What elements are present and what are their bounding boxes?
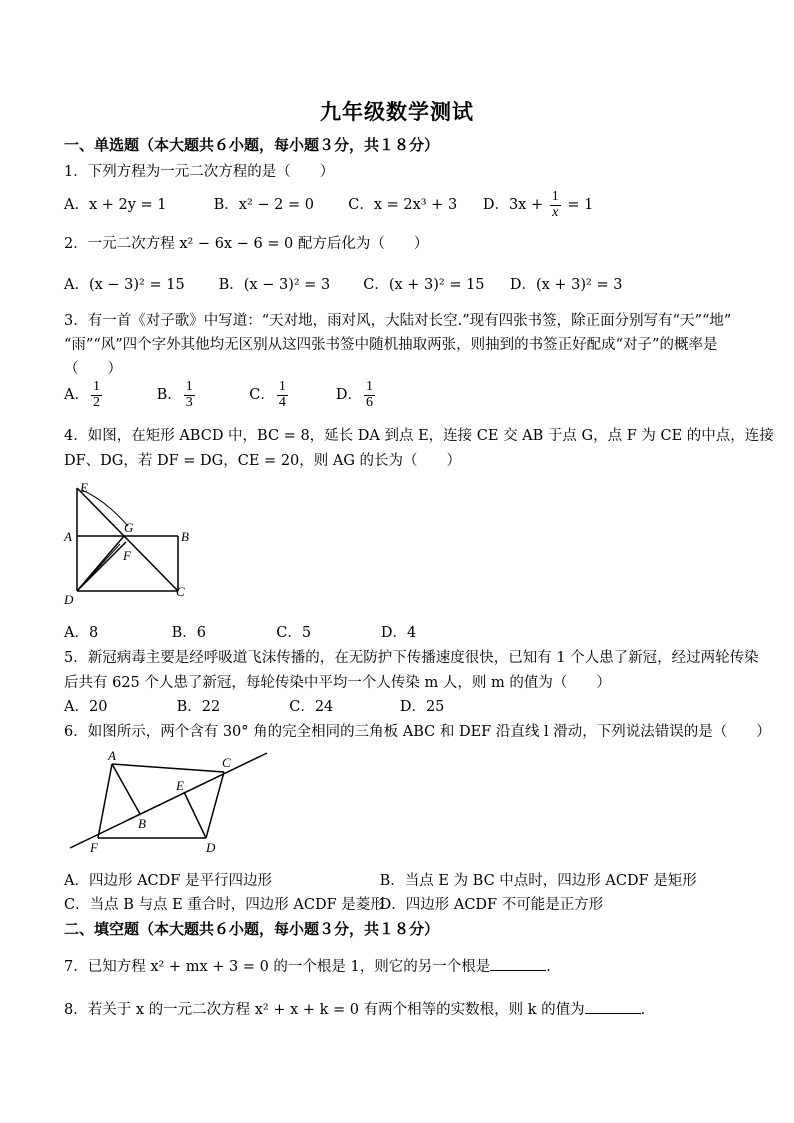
answer-blank[interactable] — [585, 999, 641, 1014]
option-fraction — [277, 380, 288, 410]
label-g: G — [124, 520, 134, 535]
segment-dg-extra — [77, 544, 120, 591]
section-heading-single-choice: 一、单选题（本大题共６小题，每小题３分，共１８分） — [64, 136, 440, 154]
label-d: D — [206, 840, 216, 855]
q3-option-b[interactable] — [157, 380, 245, 410]
option-fraction — [364, 380, 375, 410]
q6-option-d[interactable]: D．四边形 ACDF 不可能是正方形 — [379, 897, 604, 913]
q3-option-a[interactable] — [64, 380, 152, 410]
question-6-options-row-2 — [64, 893, 603, 914]
fraction-numerator: 1 — [185, 379, 193, 394]
question-4-options — [64, 621, 416, 642]
q1-option-d-fraction — [550, 190, 561, 220]
label-f: F — [90, 840, 98, 855]
q1-option-c[interactable]: C．x = 2x³ + 3 — [348, 197, 458, 214]
q6-option-c[interactable]: C．当点 B 与点 E 重合时，四边形 ACDF 是菱形 — [64, 897, 385, 913]
q3-option-d[interactable] — [336, 380, 377, 410]
question-3-line-2: “雨”“风”四个字外其他均无区别从这四张书签中随机抽取两张，则抽到的书签正好配成“对子”的概率是 — [64, 337, 718, 353]
fraction-numerator: 1 — [278, 379, 286, 394]
question-8 — [64, 998, 645, 1019]
fraction-denominator: x — [552, 204, 559, 220]
question-8-stem: 8．若关于 x 的一元二次方程 x² + x + k = 0 有两个相等的实数根，则 k 的值为 — [64, 1002, 585, 1018]
segment-ab — [112, 764, 140, 814]
option-label: C． — [249, 387, 275, 404]
q1-option-a[interactable]: A．x + 2y = 1 — [64, 197, 167, 214]
q5-option-b[interactable]: B．22 — [176, 699, 221, 715]
q2-option-c[interactable]: C．(x + 3)² = 15 — [363, 277, 485, 293]
label-c: C — [222, 755, 231, 770]
question-5-line-2: 后共有 625 个人患了新冠，每轮传染中平均一个人传染 m 人，则 m 的值为（ ） — [64, 675, 611, 691]
section-heading-fill-blank: 二、填空题（本大题共６小题，每小题３分，共１８分） — [64, 920, 440, 938]
option-label: B． — [156, 387, 182, 404]
q4-option-b[interactable]: B．6 — [171, 625, 206, 641]
q2-option-b[interactable]: B．(x − 3)² = 3 — [218, 277, 331, 293]
question-4-line-1: 4．如图，在矩形 ABCD 中，BC = 8，延长 DA 到点 E，连接 CE 交 AB 于点 G，点 F 为 CE 的中点，连接 — [64, 428, 774, 444]
q1-option-d-suffix: = 1 — [567, 197, 594, 214]
question-3-line-1: 3．有一首《对子歌》中写道：“天对地，雨对风，大陆对长空.”现有四张书签，除正面分别写有“天”“地” — [64, 313, 732, 329]
segment-ed — [184, 792, 206, 838]
q1-option-b[interactable]: B．x² − 2 = 0 — [213, 197, 314, 214]
question-7-stem: 7．已知方程 x² + mx + 3 = 0 的一个根是 1，则它的另一个根是 — [64, 959, 491, 975]
question-5-options — [64, 695, 444, 716]
q2-option-d[interactable]: D．(x + 3)² = 3 — [509, 277, 623, 293]
q6-option-b[interactable]: B．当点 E 为 BC 中点时，四边形 ACDF 是矩形 — [379, 873, 697, 889]
question-6-options-row-1 — [64, 869, 697, 890]
question-5-line-1: 5．新冠病毒主要是经呼吸道飞沫传播的，在无防护下传播速度很快，已知有 1 个人患了新冠，经过两轮传染 — [64, 650, 759, 666]
label-a: A — [64, 529, 72, 544]
question-7-end: . — [546, 959, 551, 975]
fraction-denominator: 4 — [278, 394, 286, 410]
fraction-numerator: 1 — [92, 379, 100, 394]
option-label: D． — [335, 387, 362, 404]
question-6-stem: 6．如图所示，两个含有 30° 角的完全相同的三角板 ABC 和 DEF 沿直线 l 滑动，下列说法错误的是（ ） — [64, 724, 771, 740]
fraction-denominator: 3 — [185, 394, 193, 410]
fraction-numerator: 1 — [551, 189, 559, 204]
label-a: A — [108, 748, 116, 763]
question-1-options — [64, 190, 593, 220]
page-title: 九年级数学测试 — [320, 99, 474, 124]
label-b: B — [181, 529, 189, 544]
q1-option-d-prefix: D．3x + — [482, 197, 544, 214]
q4-option-a[interactable]: A．8 — [64, 625, 99, 641]
segment-af — [98, 764, 112, 838]
label-f: F — [123, 548, 131, 563]
question-2-stem: 2．一元二次方程 x² − 6x − 6 = 0 配方后化为（ ） — [64, 236, 429, 252]
question-3-line-3: （ ） — [64, 361, 122, 377]
answer-blank[interactable] — [490, 956, 546, 971]
q2-option-a[interactable]: A．(x − 3)² = 15 — [64, 277, 185, 293]
fraction-numerator: 1 — [365, 379, 373, 394]
q5-option-c[interactable]: C．24 — [289, 699, 334, 715]
question-3-options — [64, 380, 377, 410]
option-fraction — [184, 380, 195, 410]
question-7 — [64, 955, 551, 976]
label-d: D — [64, 592, 74, 607]
q5-option-a[interactable]: A．20 — [64, 699, 108, 715]
label-e: E — [176, 778, 184, 793]
question-2-options — [64, 273, 622, 294]
segment-ac — [112, 764, 224, 772]
fraction-denominator: 2 — [92, 394, 100, 410]
q1-option-d[interactable] — [483, 190, 594, 220]
question-4-line-2: DF、DG，若 DF = DG，CE = 20，则 AG 的长为（ ） — [64, 453, 462, 469]
q4-option-c[interactable]: C．5 — [276, 625, 312, 641]
question-1-stem: 1．下列方程为一元二次方程的是（ ） — [64, 164, 335, 180]
q4-option-d[interactable]: D．4 — [380, 625, 417, 641]
segment-e-stroke — [82, 490, 128, 526]
option-fraction — [91, 380, 102, 410]
q5-option-d[interactable]: D．25 — [399, 699, 445, 715]
label-c: C — [176, 584, 185, 599]
question-6-figure — [62, 746, 272, 856]
q3-option-c[interactable] — [249, 380, 331, 410]
option-label: A． — [64, 387, 89, 404]
label-e: E — [80, 480, 88, 495]
question-8-end: . — [640, 1002, 646, 1018]
fraction-denominator: 6 — [365, 394, 373, 410]
question-4-figure — [60, 478, 200, 608]
q6-option-a[interactable]: A．四边形 ACDF 是平行四边形 — [64, 873, 272, 889]
label-b: B — [138, 816, 146, 831]
